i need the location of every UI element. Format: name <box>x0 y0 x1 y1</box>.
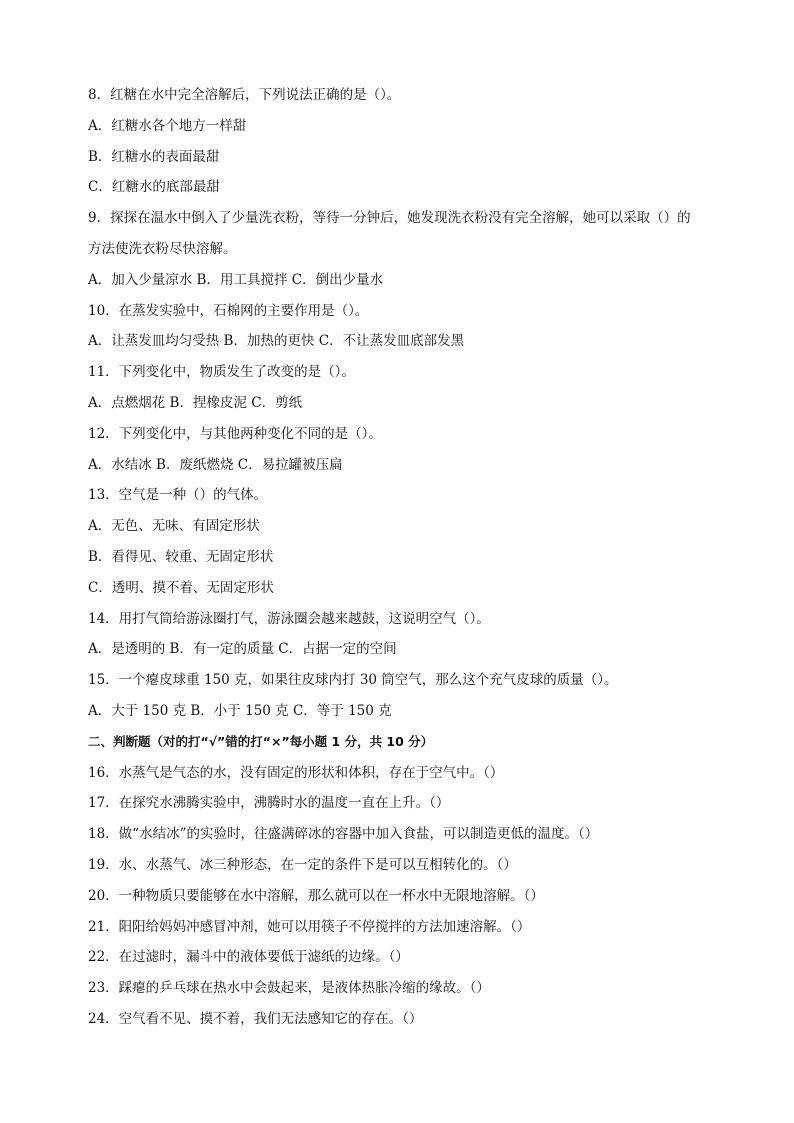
section-2-heading: 二、判断题（对的打“√”错的打“×”每小题 1 分，共 10 分） <box>88 733 434 749</box>
judgment-20: 20．一种物质只要能够在水中溶解，那么就可以在一杯水中无限地溶解。（） <box>88 887 544 904</box>
question-11-stem: 11．下列变化中，物质发生了改变的是（）。 <box>88 364 355 381</box>
question-15-stem: 15．一个瘪皮球重 150 克，如果往皮球内打 30 筒空气，那么这个充气皮球的质量（）。 <box>88 672 618 689</box>
judgment-22: 22．在过滤时，漏斗中的液体要低于滤纸的边缘。（） <box>88 949 409 966</box>
question-9-options: A．加入少量凉水 B．用工具搅拌 C．倒出少量水 <box>88 271 384 288</box>
judgment-23: 23．踩瘪的乒乓球在热水中会鼓起来，是液体热胀冷缩的缘故。（） <box>88 980 490 997</box>
judgment-19: 19．水、水蒸气、冰三种形态，在一定的条件下是可以互相转化的。（） <box>88 856 517 873</box>
question-10-stem: 10．在蒸发实验中，石棉网的主要作用是（）。 <box>88 302 369 319</box>
question-15-options: A．大于 150 克 B．小于 150 克 C．等于 150 克 <box>88 702 392 719</box>
question-8-option-c: C．红糖水的底部最甜 <box>88 179 220 196</box>
question-8-option-a: A．红糖水各个地方一样甜 <box>88 117 247 134</box>
question-14-stem: 14．用打气筒给游泳圈打气，游泳圈会越来越鼓，这说明空气（）。 <box>88 610 490 627</box>
question-12-stem: 12．下列变化中，与其他两种变化不同的是（）。 <box>88 425 382 442</box>
question-13-option-b: B．看得见、较重、无固定形状 <box>88 548 274 565</box>
question-14-options: A．是透明的 B．有一定的质量 C．占据一定的空间 <box>88 641 397 658</box>
question-10-options: A．让蒸发皿均匀受热 B．加热的更快 C．不让蒸发皿底部发黑 <box>88 333 465 350</box>
judgment-18: 18．做“水结冰”的实验时，往盛满碎冰的容器中加入食盐，可以制造更低的温度。（） <box>88 826 599 843</box>
question-13-option-a: A．无色、无味、有固定形状 <box>88 518 260 535</box>
question-8-stem: 8．红糖在水中完全溶解后，下列说法正确的是（）。 <box>88 87 401 103</box>
exam-content <box>88 80 728 1035</box>
question-11-options: A．点燃烟花 B．捏橡皮泥 C．剪纸 <box>88 394 303 411</box>
judgment-17: 17．在探究水沸腾实验中，沸腾时水的温度一直在上升。（） <box>88 795 450 812</box>
question-13-stem: 13．空气是一种（）的气体。 <box>88 487 268 504</box>
question-9-stem-line-2: 方法使洗衣粉尽快溶解。 <box>88 240 237 257</box>
judgment-16: 16．水蒸气是气态的水，没有固定的形状和体积，存在于空气中。（） <box>88 764 504 781</box>
question-13-option-c: C．透明、摸不着、无固定形状 <box>88 579 274 596</box>
question-12-options: A．水结冰 B．废纸燃烧 C．易拉罐被压扁 <box>88 456 343 473</box>
question-9-stem-line-1: 9．探探在温水中倒入了少量洗衣粉，等待一分钟后，她发现洗衣粉没有完全溶解，她可以采取（）的 <box>88 210 691 227</box>
judgment-24: 24．空气看不见、摸不着，我们无法感知它的存在。（） <box>88 1010 423 1027</box>
judgment-21: 21．阳阳给妈妈冲感冒冲剂，她可以用筷子不停搅拌的方法加速溶解。（） <box>88 918 531 935</box>
question-8-option-b: B．红糖水的表面最甜 <box>88 148 220 165</box>
